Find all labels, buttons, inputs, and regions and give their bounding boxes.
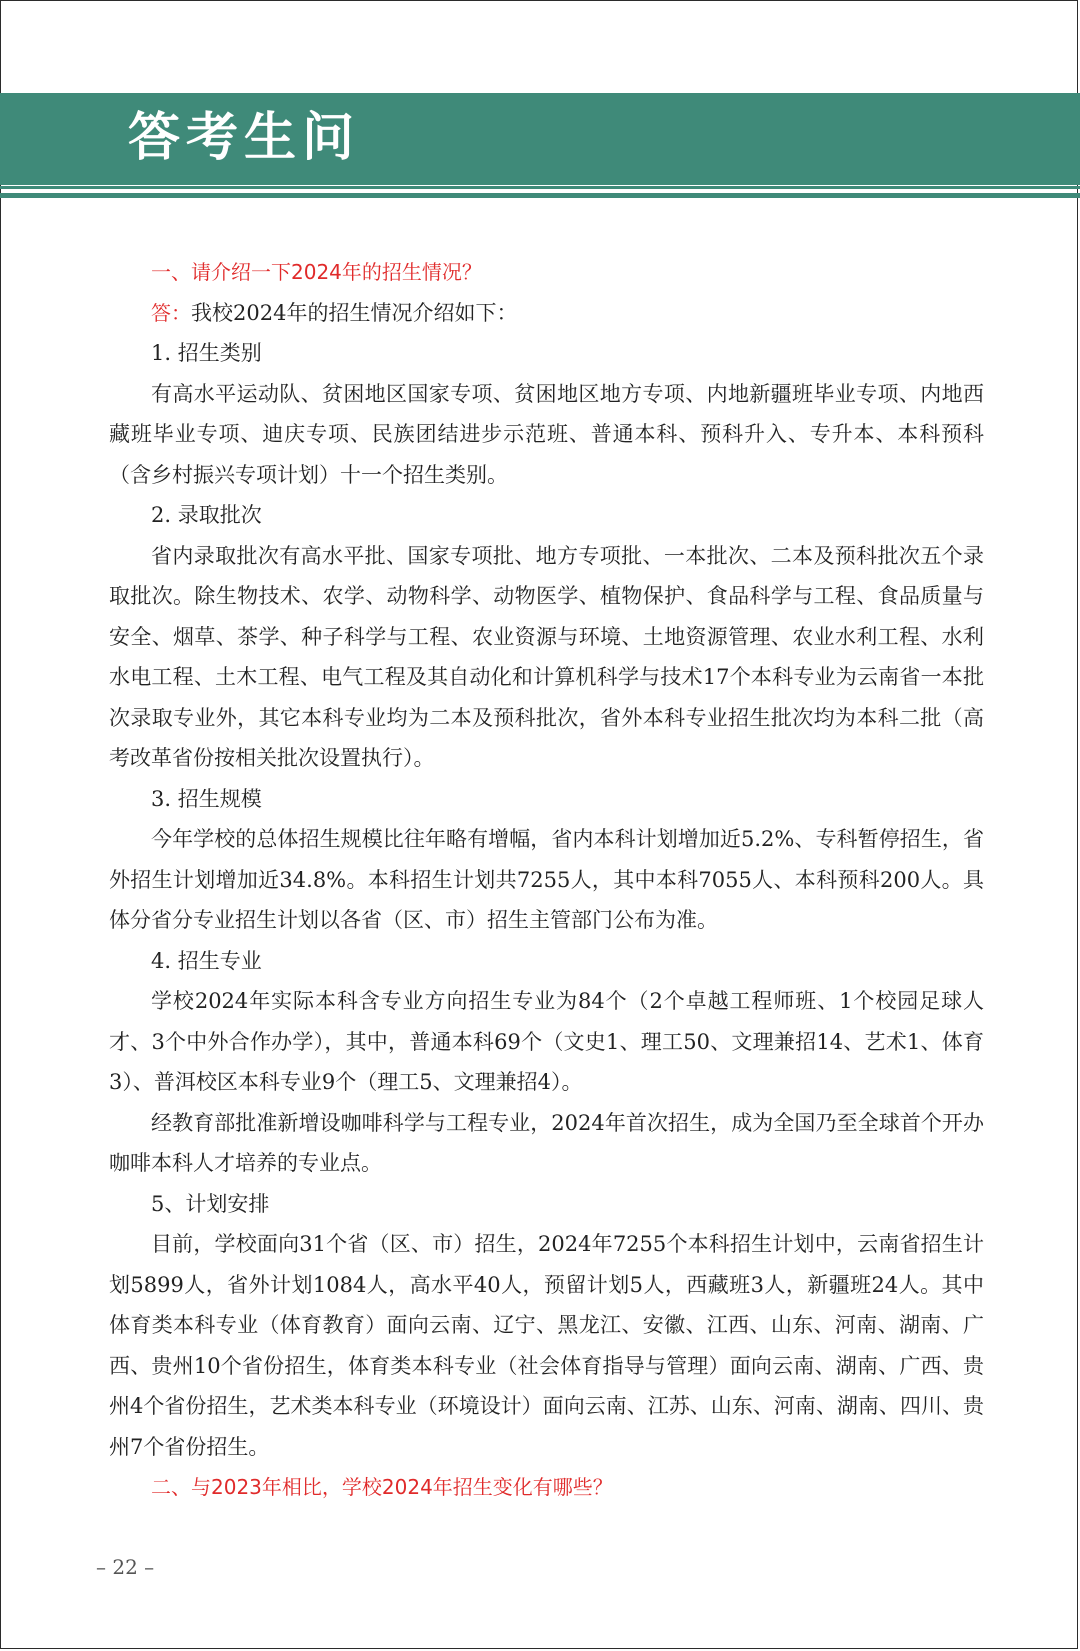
answer-intro	[109, 293, 984, 334]
question-1: 一、请介绍一下2024年的招生情况？	[151, 260, 482, 284]
section-paragraph: 目前，学校面向31个省（区、市）招生，2024年7255个本科招生计划中，云南省招生计划5899人，省外计划1084人，高水平40人，预留计划5人，西藏班3人，新疆班24人。其中体育类本科专业（体育教育）面向云南、辽宁、黑龙江、安徽、江西、山东、河南、湖南、广西、贵州10个省份招生，体育类本科专业（社会体育指导与管理）面向云南、湖南、广西、贵州4个省份招生，艺术类本科专业（环境设计）面向云南、江苏、山东、河南、湖南、四川、贵州7个省份招生。	[109, 1232, 984, 1459]
header-rule	[0, 186, 1080, 189]
section-paragraph: 今年学校的总体招生规模比往年略有增幅，省内本科计划增加近5.2%、专科暂停招生，省外招生计划增加近34.8%。本科招生计划共7255人，其中本科7055人、本科预科200人。具体分省分专业招生计划以各省（区、市）招生主管部门公布为准。	[109, 827, 984, 932]
section-heading: 3. 招生规模	[151, 786, 262, 811]
section-paragraph: 有高水平运动队、贫困地区国家专项、贫困地区地方专项、内地新疆班毕业专项、内地西藏班毕业专项、迪庆专项、民族团结进步示范班、普通本科、预科升入、专升本、本科预科（含乡村振兴专项计划）十一个招生类别。	[109, 381, 984, 487]
answer-label: 答：	[151, 300, 191, 325]
header-rule-thick	[0, 193, 1080, 198]
section-heading: 5、计划安排	[151, 1191, 270, 1216]
section-heading: 1. 招生类别	[151, 341, 262, 365]
section-paragraph: 经教育部批准新增设咖啡科学与工程专业，2024年首次招生，成为全国乃至全球首个开办咖啡本科人才培养的专业点。	[109, 1110, 984, 1175]
section-paragraph: 省内录取批次有高水平批、国家专项批、地方专项批、一本批次、二本及预科批次五个录取批次。除生物技术、农学、动物科学、动物医学、植物保护、食品科学与工程、食品质量与安全、烟草、茶学、种子科学与工程、农业资源与环境、土地资源管理、农业水利工程、水利水电工程、土木工程、电气工程及其自动化和计算机科学与技术17个本科专业为云南省一本批次录取专业外，其它本科专业均为二本及预科批次，省外本科专业招生批次均为本科二批（高考改革省份按相关批次设置执行）。	[109, 543, 984, 770]
page-number: – 22 –	[96, 1555, 155, 1579]
section-heading: 4. 招生专业	[151, 948, 262, 973]
answer-intro-text: 我校2024年的招生情况介绍如下：	[191, 300, 518, 325]
article-body	[109, 252, 984, 1508]
section-paragraph: 学校2024年实际本科含专业方向招生专业为84个（2个卓越工程师班、1个校园足球人才、3个中外合作办学），其中，普通本科69个（文史1、理工50、文理兼招14、艺术1、体育3）、普洱校区本科专业9个（理工5、文理兼招4）。	[109, 989, 984, 1094]
question-2: 二、与2023年相比，学校2024年招生变化有哪些？	[151, 1475, 613, 1499]
page-title: 答考生问	[128, 108, 361, 168]
section-heading: 2. 录取批次	[151, 503, 262, 527]
